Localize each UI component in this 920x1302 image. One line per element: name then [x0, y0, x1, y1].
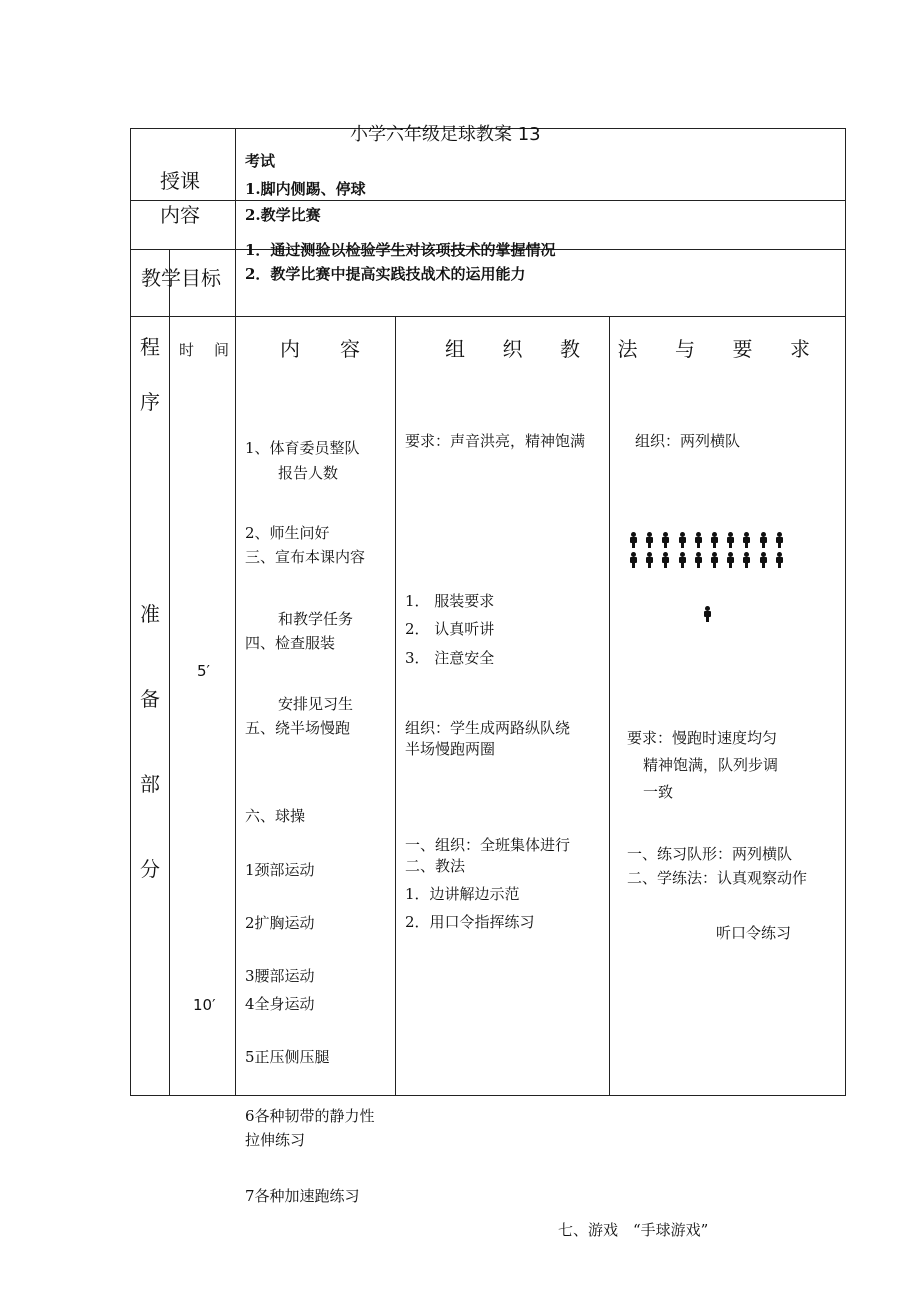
student-figure — [662, 532, 669, 548]
phase-label: 准备部分 — [140, 602, 160, 881]
organization-header: 组织教法与要求 — [445, 337, 848, 361]
student-figure — [646, 532, 653, 548]
student-figure — [776, 552, 783, 568]
student-figure — [743, 552, 750, 568]
content-line-3: 2.教学比赛 — [245, 206, 321, 224]
req-item: 一致 — [643, 783, 674, 801]
req-item: 组织：两列横队 — [635, 432, 741, 450]
time-column-divider — [169, 249, 170, 1096]
content-item: 六、球操 — [245, 807, 306, 825]
after-table-item: 7各种加速跑练习 — [245, 1187, 360, 1205]
goal-bottom-divider — [130, 316, 846, 317]
page-title: 小学六年级足球教案 13 — [350, 124, 541, 145]
goal-line-1: 1．通过测验以检验学生对该项技术的掌握情况 — [245, 241, 556, 259]
time-value-1: 5′ — [197, 662, 210, 680]
after-table-item: 6各种韧带的静力性 — [245, 1107, 375, 1125]
content-item: 安排见习生 — [278, 695, 354, 713]
content-item: 四、检查服装 — [245, 634, 336, 652]
table-bottom-border — [130, 1095, 846, 1096]
content-line-2: 1.脚内侧踢、停球 — [245, 180, 366, 198]
content-item: 4全身运动 — [245, 995, 315, 1013]
org-item: 要求：声音洪亮，精神饱满 — [405, 432, 586, 450]
content-label: 授课内容 — [160, 169, 200, 227]
student-figure — [662, 552, 669, 568]
time-header: 时间 — [179, 341, 250, 359]
student-figure — [727, 552, 734, 568]
goal-line-2: 2．教学比赛中提高实践技战术的运用能力 — [245, 265, 526, 283]
req-item: 要求：慢跑时速度均匀 — [627, 729, 778, 747]
req-item: 二、学练法：认真观察动作 — [627, 869, 808, 887]
content-item: 五、绕半场慢跑 — [245, 719, 351, 737]
table-right-border — [845, 128, 846, 1096]
student-figure — [711, 532, 718, 548]
content-mid-divider — [130, 200, 846, 201]
student-figure — [646, 552, 653, 568]
content-item: 和教学任务 — [278, 610, 354, 628]
student-figure — [743, 532, 750, 548]
student-figure — [630, 552, 637, 568]
req-item: 一、练习队形：两列横队 — [627, 845, 793, 863]
student-figure — [679, 552, 686, 568]
content-item: 1颈部运动 — [245, 861, 315, 879]
content-item: 3腰部运动 — [245, 967, 315, 985]
goal-label: 教学目标 — [141, 266, 221, 290]
time-value-2: 10′ — [193, 996, 216, 1014]
org-item: 半场慢跑两圈 — [405, 740, 496, 758]
content-item: 1、体育委员整队 — [245, 439, 360, 457]
org-item: 组织：学生成两路纵队绕 — [405, 719, 571, 737]
after-table-item: 七、游戏 “手球游戏” — [558, 1221, 709, 1239]
student-figure — [679, 532, 686, 548]
content-item: 2、师生问好 — [245, 524, 330, 542]
req-item: 精神饱满，队列步调 — [643, 756, 779, 774]
table-left-border — [130, 128, 131, 1096]
org-item: 2． 认真听讲 — [405, 620, 495, 638]
content-column-divider — [395, 316, 396, 1096]
content-item: 2扩胸运动 — [245, 914, 315, 932]
content-item: 报告人数 — [278, 464, 339, 482]
student-figure — [760, 552, 767, 568]
after-table-item: 拉伸练习 — [245, 1131, 306, 1149]
student-figure — [711, 552, 718, 568]
content-header: 内容 — [280, 337, 400, 361]
student-figure — [695, 552, 702, 568]
org-item: 1． 服装要求 — [405, 592, 495, 610]
student-figure — [630, 532, 637, 548]
label-column-divider — [235, 128, 236, 1096]
org-item: 二、教法 — [405, 857, 466, 875]
org-item: 一、组织：全班集体进行 — [405, 836, 571, 854]
org-column-divider — [609, 316, 610, 1096]
content-line-1: 考试 — [245, 152, 276, 170]
student-figure — [760, 532, 767, 548]
req-item: 听口令练习 — [716, 924, 792, 942]
student-figure — [776, 532, 783, 548]
procedure-header: 程序 — [140, 335, 160, 414]
content-item: 三、宣布本课内容 — [245, 548, 366, 566]
student-figure — [727, 532, 734, 548]
formation-diagram — [630, 532, 790, 632]
org-item: 1．边讲解边示范 — [405, 885, 520, 903]
teacher-figure — [704, 606, 711, 622]
student-figure — [695, 532, 702, 548]
org-item: 2．用口令指挥练习 — [405, 913, 535, 931]
org-item: 3． 注意安全 — [405, 649, 495, 667]
content-item: 5正压侧压腿 — [245, 1048, 330, 1066]
